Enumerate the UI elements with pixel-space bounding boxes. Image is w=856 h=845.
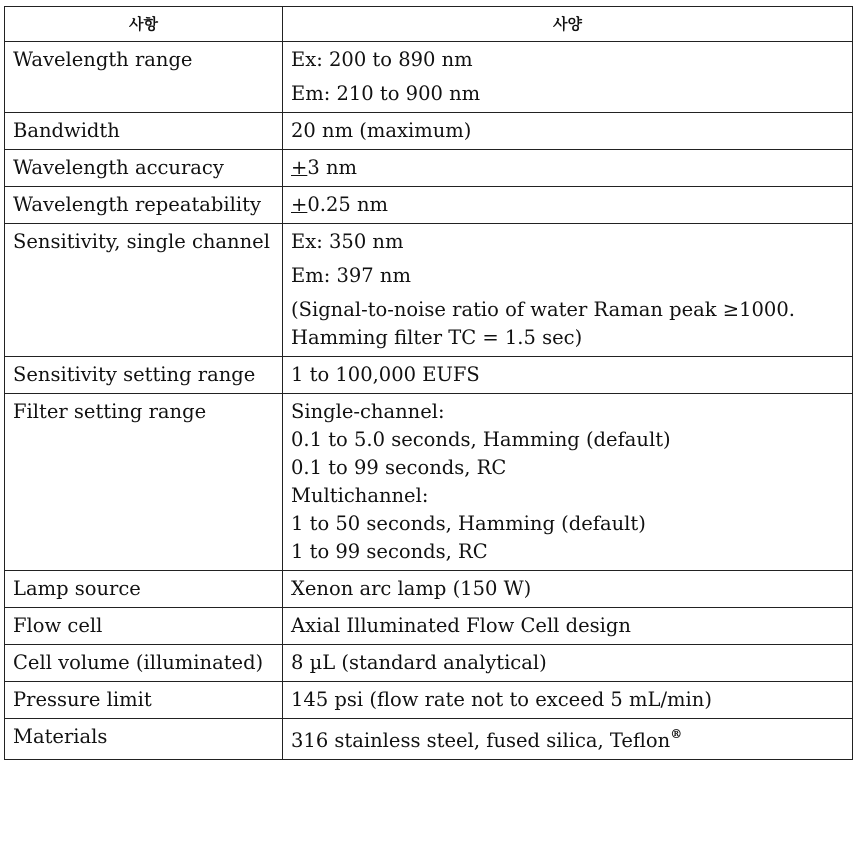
row-label: Wavelength accuracy [5,150,283,187]
row-value [283,224,853,357]
row-label: Sensitivity setting range [5,357,283,394]
row-label: Wavelength repeatability [5,187,283,224]
row-value: 20 nm (maximum) [283,113,853,150]
row-value [283,187,853,224]
table-row [5,394,853,571]
table-row [5,187,853,224]
table-row [5,224,853,357]
row-value [283,42,853,113]
table-row [5,42,853,113]
header-item: 사항 [5,7,283,42]
table-row [5,608,853,645]
header-spec: 사양 [283,7,853,42]
row-value [283,394,853,571]
row-label: Filter setting range [5,394,283,571]
value-line: Em: 210 to 900 nm [291,82,481,105]
row-value [283,150,853,187]
specifications-table [4,6,853,760]
value-line: (Signal-to-noise ratio of water Raman peak ≥1000. Hamming filter TC = 1.5 sec) [291,298,795,349]
value-line: 0.1 to 5.0 seconds, Hamming (default) [291,428,671,451]
value-line: 1 to 99 seconds, RC [291,540,488,563]
row-label: Flow cell [5,608,283,645]
table-row [5,682,853,719]
row-label: Lamp source [5,571,283,608]
row-label: Pressure limit [5,682,283,719]
value-text: 0.25 nm [307,193,389,216]
value-line: 0.1 to 99 seconds, RC [291,456,507,479]
row-value: Axial Illuminated Flow Cell design [283,608,853,645]
row-value: 1 to 100,000 EUFS [283,357,853,394]
value-text: 3 nm [307,156,357,179]
row-value [283,719,853,760]
row-label: Cell volume (illuminated) [5,645,283,682]
row-label: Bandwidth [5,113,283,150]
row-label: Materials [5,719,283,760]
table-row [5,357,853,394]
row-value: 8 µL (standard analytical) [283,645,853,682]
value-line: 1 to 50 seconds, Hamming (default) [291,512,646,535]
value-line: Ex: 350 nm [291,230,404,253]
value-text: 316 stainless steel, fused silica, Teflon [291,729,671,752]
value-line: Single-channel: [291,400,445,423]
table-row [5,150,853,187]
plus-minus-sign: + [291,156,308,179]
value-line: Em: 397 nm [291,264,411,287]
row-label: Sensitivity, single channel [5,224,283,357]
table-row [5,113,853,150]
table-row [5,645,853,682]
table-row [5,571,853,608]
row-label: Wavelength range [5,42,283,113]
value-line: Multichannel: [291,484,429,507]
value-line: Ex: 200 to 890 nm [291,48,473,71]
row-value: 145 psi (flow rate not to exceed 5 mL/min) [283,682,853,719]
plus-minus-sign: + [291,193,308,216]
row-value: Xenon arc lamp (150 W) [283,571,853,608]
table-header-row [5,7,853,42]
registered-mark: ® [670,727,683,741]
table-row [5,719,853,760]
